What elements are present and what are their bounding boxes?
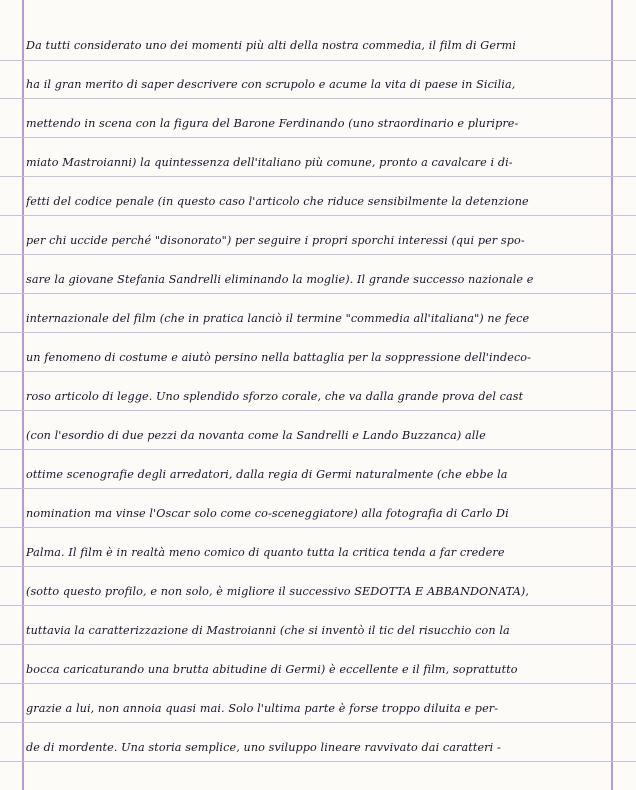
handwritten-text: Palma. Il film è in realtà meno comico di quanto tutta la critica tenda a far credere (26, 546, 505, 559)
handwritten-text: internazionale del film (che in pratica lanciò il termine "commedia all'italiana") ne fece (26, 312, 530, 325)
text-line-14 (26, 537, 614, 569)
handwritten-text: sare la giovane Stefania Sandrelli eliminando la moglie). Il grande successo nazionale e (26, 273, 534, 286)
text-line-5 (26, 186, 614, 218)
handwritten-text: per chi uccide perché "disonorato") per seguire i propri sporchi interessi (qui per spo- (26, 234, 525, 247)
handwritten-text: (con l'esordio di due pezzi da novanta come la Sandrelli e Lando Buzzanca) alle (26, 429, 486, 442)
handwritten-text: ottime scenografie degli arredatori, dalla regia di Germi naturalmente (che ebbe la (26, 468, 508, 481)
handwritten-text: nomination ma vinse l'Oscar solo come co-sceneggiatore) alla fotografia di Carlo Di (26, 507, 509, 520)
handwritten-text: roso articolo di legge. Uno splendido sforzo corale, che va dalla grande prova del cast (26, 390, 524, 403)
text-line-3 (26, 108, 614, 140)
text-line-15 (26, 576, 614, 608)
text-line-2 (26, 69, 614, 101)
left-margin-line (22, 0, 24, 790)
handwritten-text: un fenomeno di costume e aiutò persino nella battaglia per la soppressione dell'indeco- (26, 351, 532, 364)
text-line-8 (26, 303, 614, 335)
text-line-11 (26, 420, 614, 452)
text-line-16 (26, 615, 614, 647)
text-line-13 (26, 498, 614, 530)
handwritten-text: mettendo in scena con la figura del Barone Ferdinando (uno straordinario e pluripre- (26, 117, 519, 130)
handwritten-text: fetti del codice penale (in questo caso l'articolo che riduce sensibilmente la detenzione (26, 195, 529, 208)
text-line-12 (26, 459, 614, 491)
handwritten-text: de di mordente. Una storia semplice, uno sviluppo lineare ravvivato dai caratteri - (26, 741, 501, 754)
handwritten-text: Da tutti considerato uno dei momenti più alti della nostra commedia, il film di Germi (26, 39, 516, 52)
handwritten-text: (sotto questo profilo, e non solo, è migliore il successivo SEDOTTA E ABBANDONATA), (26, 585, 530, 598)
text-line-4 (26, 147, 614, 179)
handwritten-text: grazie a lui, non annoia quasi mai. Solo l'ultima parte è forse troppo diluita e per- (26, 702, 499, 715)
handwritten-text: miato Mastroianni) la quintessenza dell'italiano più comune, pronto a cavalcare i di- (26, 156, 513, 169)
text-line-18 (26, 693, 614, 725)
handwritten-text: ha il gran merito di saper descrivere con scrupolo e acume la vita di paese in Sicilia, (26, 78, 516, 91)
handwritten-text: bocca caricaturando una brutta abitudine di Germi) è eccellente e il film, soprattutto (26, 663, 518, 676)
text-line-10 (26, 381, 614, 413)
text-line-9 (26, 342, 614, 374)
text-line-7 (26, 264, 614, 296)
text-line-17 (26, 654, 614, 686)
handwritten-text: tuttavia la caratterizzazione di Mastroianni (che si inventò il tic del risucchio con la (26, 624, 510, 637)
text-line-19 (26, 732, 614, 764)
text-line-6 (26, 225, 614, 257)
text-line-1 (26, 30, 614, 62)
